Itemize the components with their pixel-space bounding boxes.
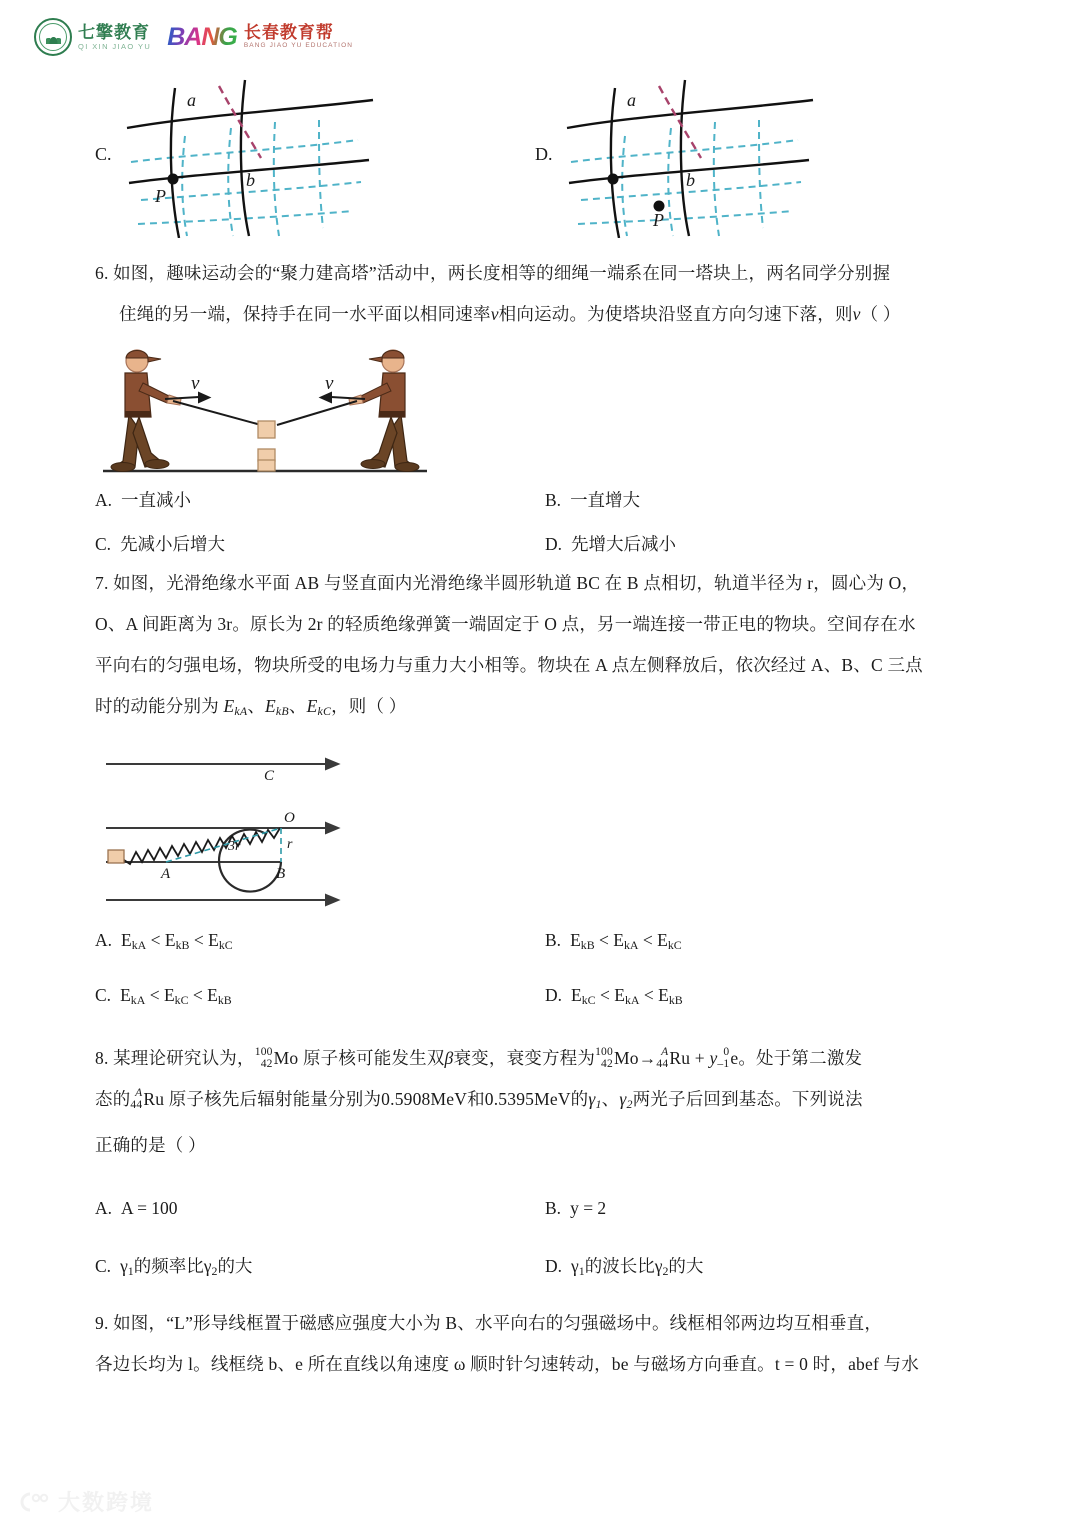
q8-beta-symbol: β — [444, 1048, 454, 1068]
q7-label-r: r — [287, 837, 293, 852]
q8-mo-element-1: Mo — [273, 1048, 299, 1068]
q6-line1: 如图，趣味运动会的“聚力建高塔”活动中，两长度相等的细绳一端系在同一塔块上，两名同学分别握 — [113, 263, 891, 283]
q6-line2-mid: 相向运动。为使塔块沿竖直方向匀速下落，则 — [498, 304, 853, 324]
q8-electron-nuclide: 0 –1 — [717, 1046, 730, 1070]
question-7-stem: 7. 如图，光滑绝缘水平面 AB 与竖直面内光滑绝缘半圆形轨道 BC 在 B 点相切，轨道半径为 r，圆心为 O， O、A 间距离为 3r。原长为 2r 的轻质绝缘弹簧一端固定于 O 点，另一端连接一带正电的物块。空间存在水 平向右的匀强电场，物块所受的电场力与重力大小相等。物块在 A 点左侧释放后，依次经过 A、B、C 三点 时的动能分别为 $E_{kA}$、$E_{kB}$、$E_{kC}$，则（ ） — [95, 563, 985, 732]
option-d-svg — [563, 78, 863, 238]
q7-label-3r: 3r — [228, 839, 241, 854]
q7-option-d-expr: $E_{kC} < E_{kA} < E_{kB}$ — [571, 985, 683, 1007]
question-6-options-row-1 — [95, 487, 995, 512]
q8-option-c[interactable] — [95, 1253, 545, 1279]
q6-option-d-text: 先增大后减小 — [571, 534, 677, 554]
q8-option-a-text: A = 100 — [121, 1198, 178, 1218]
q7-option-b-label: B. — [545, 930, 562, 950]
q6-speed-var-1: v — [490, 304, 499, 324]
option-c-svg — [123, 78, 423, 238]
question-6-figure — [95, 333, 435, 483]
q8-option-b[interactable] — [545, 1198, 606, 1219]
q6-illustration-svg — [95, 333, 435, 483]
question-6-stem — [95, 253, 985, 335]
q8-option-d[interactable] — [545, 1253, 703, 1279]
site-header — [34, 18, 353, 56]
watermark-text: 大数跨境 — [58, 1490, 155, 1515]
q8-mo-nuclide-1: 100 42 — [254, 1046, 273, 1070]
q6-option-c-label: C. — [95, 534, 112, 554]
q8-ru-element-1: Ru — [669, 1048, 691, 1068]
option-c-curve-b-label: b — [246, 170, 255, 190]
q7-line2: O、A 间距离为 3r。原长为 2r 的轻质绝缘弹簧一端固定于 O 点，另一端连接一带正电的物块。空间存在水 — [95, 614, 916, 634]
q8-line2-d: 两光子后回到基态。下列说法 — [632, 1089, 863, 1109]
q7-line3: 平向右的匀强电场，物块所受的电场力与重力大小相等。物块在 A 点左侧释放后，依次经过 A、B、C 三点 — [95, 655, 923, 675]
question-9-stem — [95, 1303, 985, 1385]
q7-line4-pre: 时的动能分别为 — [95, 696, 219, 716]
q6-option-c[interactable] — [95, 531, 545, 556]
q6-line2-end: （ ） — [860, 304, 901, 324]
q8-line2-c: 的 — [570, 1089, 589, 1109]
q6-option-a-text: 一直减小 — [121, 490, 192, 510]
question-7-figure — [88, 752, 433, 917]
option-c-field-diagram — [95, 78, 435, 238]
q8-mo-nuclide-2: 100 42 — [595, 1046, 613, 1070]
question-8-stem: 8. 某理论研究认为， 100 42 Mo 原子核可能发生双β衰变，衰变方程为 100 42 Mo→ A 44 Ru + y 0 –1 e。处于第二激发 态的 A 44 Ru 原子核先后辐射能量分别为0.5908MeV和0.5395MeV的$\gamma_1$、$\gamma_2$两光子后回到基态。下列说法 正确的是（ ） — [95, 1038, 985, 1166]
q8-ru-nuclide-2: A 44 — [130, 1087, 143, 1111]
q8-line1-c: 衰变，衰变方程为 — [453, 1048, 596, 1068]
q7-label-c: C — [264, 768, 275, 784]
leaf-circle-emblem-icon — [34, 18, 72, 56]
option-d-curve-b-label: b — [686, 170, 695, 190]
q7-label-b: B — [276, 866, 286, 882]
q8-ru-nuclide-1: A 44 — [656, 1046, 669, 1070]
q8-energy-1: 0.5908MeV — [381, 1089, 468, 1109]
q7-line1: 如图，光滑绝缘水平面 AB 与竖直面内光滑绝缘半圆形轨道 BC 在 B 点相切，轨道半径为 r，圆心为 O， — [113, 573, 920, 593]
q6-option-d-label: D. — [545, 534, 563, 554]
q9-line2: 各边长均为 l。线框绕 b、e 所在直线以角速度 ω 顺时针匀速转动，be 与磁场方向垂直。t = 0 时，abef 与水 — [95, 1354, 919, 1374]
q7-ek-a: $E_{kA}$ — [223, 696, 248, 718]
option-d-label: D. — [535, 144, 553, 164]
page-watermark — [18, 1486, 154, 1517]
watermark-logo-icon — [18, 1491, 50, 1513]
q9-line1: 如图，“L”形导线框置于磁感应强度大小为 B、水平向右的匀强磁场中。线框相邻两边均互相垂直， — [113, 1313, 883, 1333]
logo-qixin-pinyin: QI XIN JIAO YU — [78, 41, 152, 51]
q8-gamma-2: $\gamma_2$ — [619, 1089, 633, 1111]
q8-gamma-1: $\gamma_1$ — [588, 1089, 602, 1111]
q8-energy-2: 0.5395MeV — [484, 1089, 571, 1109]
q7-option-a-expr: $E_{kA} < E_{kB} < E_{kC}$ — [121, 930, 233, 952]
option-c-point-p-label: P — [155, 186, 166, 206]
q8-line1-a: 某理论研究认为， — [113, 1048, 255, 1068]
q7-option-b[interactable] — [545, 930, 682, 953]
option-c-label: C. — [95, 144, 112, 164]
q6-option-d[interactable] — [545, 531, 676, 556]
q8-and: 和 — [467, 1089, 485, 1109]
q7-label-a: A — [161, 866, 171, 882]
q7-number: 7. — [95, 573, 109, 593]
q8-option-c-label: C. — [95, 1256, 112, 1276]
leaf-icon — [46, 31, 61, 44]
question-6-options-row-2 — [95, 531, 995, 556]
option-d-curve-a-label: a — [627, 90, 636, 110]
q8-option-a[interactable] — [95, 1198, 545, 1219]
q6-velocity-left-label: v — [191, 373, 200, 394]
q7-option-a-label: A. — [95, 930, 113, 950]
question-7-options-row-2 — [95, 985, 995, 1008]
q8-line1-d: 。处于第二激发 — [738, 1048, 863, 1068]
left-person — [111, 350, 181, 472]
q8-electron-element: e — [730, 1048, 739, 1068]
right-person — [349, 350, 419, 472]
q7-option-c-expr: $E_{kA} < E_{kC} < E_{kB}$ — [120, 985, 232, 1007]
q7-option-c-label: C. — [95, 985, 112, 1005]
question-8-options-row-1 — [95, 1198, 995, 1219]
q7-label-o: O — [284, 810, 295, 826]
q8-option-b-text: y = 2 — [570, 1198, 607, 1218]
q6-option-a[interactable] — [95, 487, 545, 512]
q7-option-c[interactable] — [95, 985, 545, 1008]
option-d-point-p-label: P — [653, 210, 664, 230]
q8-line3: 正确的是（ ） — [95, 1134, 206, 1155]
q6-option-b-label: B. — [545, 490, 562, 510]
logo-bang-education — [167, 23, 353, 52]
q7-option-d[interactable] — [545, 985, 683, 1008]
q6-line2-pre: 住绳的另一端，保持手在同一水平面以相同速率 — [119, 304, 491, 324]
q8-line1-b: 原子核可能发生双 — [302, 1048, 445, 1068]
q8-option-b-label: B. — [545, 1198, 562, 1218]
q8-ru-element-2: Ru — [143, 1089, 165, 1109]
q7-line4-end: ，则（ ） — [331, 696, 407, 716]
q6-option-c-text: 先减小后增大 — [120, 534, 226, 554]
q7-ek-c: $E_{kC}$ — [306, 696, 332, 718]
q8-mo-element-2: Mo — [614, 1048, 639, 1068]
q8-y-coefficient: y — [709, 1048, 718, 1068]
q8-arrow: → — [638, 1048, 657, 1068]
q6-option-a-label: A. — [95, 490, 113, 510]
q6-number: 6. — [95, 263, 109, 283]
q7-option-b-expr: $E_{kB} < E_{kA} < E_{kC}$ — [570, 930, 682, 952]
question-8-options-row-2 — [95, 1253, 995, 1279]
q8-number: 8. — [95, 1048, 109, 1068]
q6-option-b-text: 一直增大 — [570, 490, 641, 510]
option-c-curve-a-label: a — [187, 90, 196, 110]
logo-bang-english: BANG JIAO YU EDUCATION — [243, 42, 354, 50]
q7-option-a[interactable] — [95, 930, 545, 953]
logo-qixin-chinese: 七擎教育 — [78, 22, 150, 42]
q7-option-d-label: D. — [545, 985, 563, 1005]
logo-qixin-education — [34, 18, 151, 56]
q7-diagram-svg — [88, 752, 433, 917]
q8-line2-a: 态的 — [95, 1089, 131, 1109]
logo-bang-wordmark: BANG — [167, 22, 237, 51]
q8-option-c-text: $\gamma_1$的频率比$\gamma_2$的大 — [120, 1256, 253, 1278]
q8-option-d-text: $\gamma_1$的波长比$\gamma_2$的大 — [571, 1256, 704, 1278]
q8-option-d-label: D. — [545, 1256, 563, 1276]
q8-line2-b: 原子核先后辐射能量分别为 — [168, 1089, 382, 1109]
q6-option-b[interactable] — [545, 487, 640, 512]
q6-speed-var-2: v — [852, 304, 861, 324]
q7-ek-b: $E_{kB}$ — [265, 696, 289, 718]
q6-velocity-right-label: v — [325, 373, 334, 394]
q9-number: 9. — [95, 1313, 109, 1333]
option-d-field-diagram — [535, 78, 875, 238]
logo-bang-chinese: 长春教育帮 — [243, 23, 334, 43]
q8-option-a-label: A. — [95, 1198, 113, 1218]
question-7-options-row-1 — [95, 930, 995, 953]
